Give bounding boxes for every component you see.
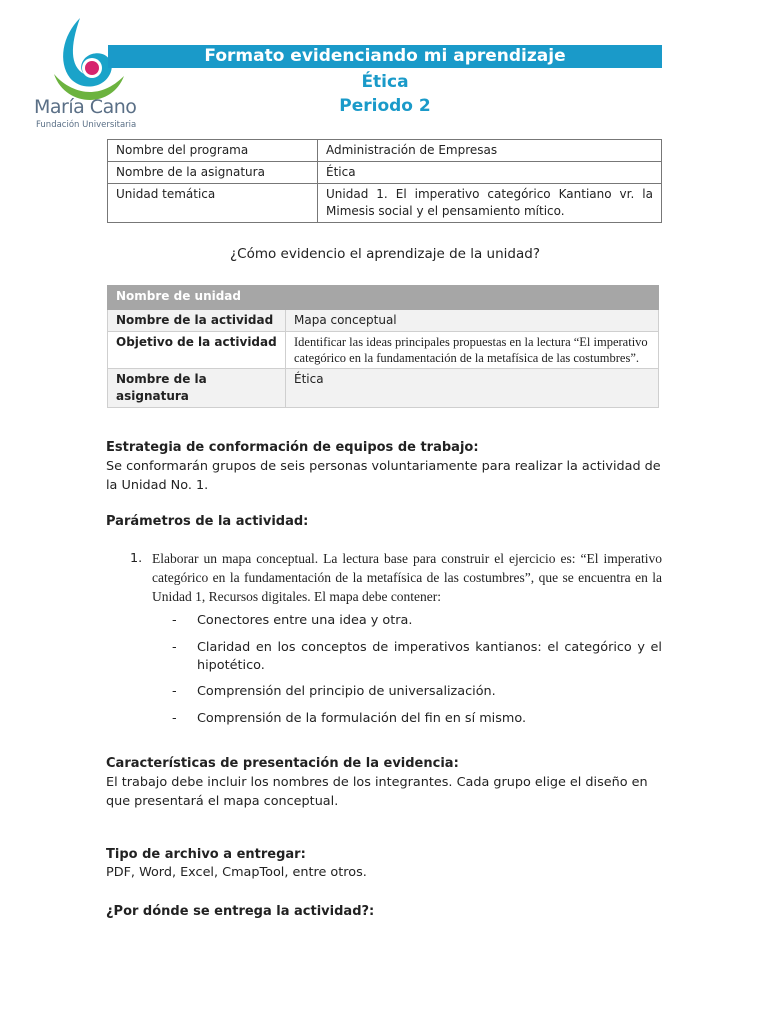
bullet-text: Comprensión del principio de universalización.	[197, 684, 496, 699]
table-row	[108, 162, 662, 184]
period-subtitle: Periodo 2	[339, 96, 431, 116]
strategy-heading: Estrategia de conformación de equipos de trabajo:	[106, 440, 479, 455]
activity-table	[107, 285, 659, 408]
section-question: ¿Cómo evidencio el aprendizaje de la unidad?	[229, 246, 540, 262]
presentation-text: El trabajo debe incluir los nombres de los integrantes. Cada grupo elige el diseño en que presentará el mapa conceptual.	[106, 775, 648, 809]
table-value: Mapa conceptual	[286, 310, 659, 332]
list-item	[172, 612, 662, 630]
bullet-marker: -	[172, 711, 177, 726]
bullet-text: Claridad en los conceptos de imperativos kantianos: el categórico y el hipotético.	[197, 640, 662, 673]
table-header-row	[108, 286, 659, 310]
program-info-table	[107, 139, 662, 223]
table-row	[108, 140, 662, 162]
table-value: Identificar las ideas principales propuestas en la lectura “El imperativo categórico en la fundamentación de la metafísica de las costumbres”.	[286, 332, 659, 369]
table-label: Nombre de la asignatura	[108, 369, 286, 408]
item-number: 1.	[130, 551, 143, 566]
table-header: Nombre de unidad	[108, 286, 659, 310]
table-value: Unidad 1. El imperativo categórico Kantiano vr. la Mimesis social y el pensamiento mítico.	[318, 184, 662, 223]
table-label: Objetivo de la actividad	[108, 332, 286, 369]
table-value: Ética	[318, 162, 662, 184]
file-type-heading: Tipo de archivo a entregar:	[106, 847, 306, 862]
numbered-item	[130, 549, 662, 606]
list-item	[172, 683, 662, 701]
bullet-marker: -	[172, 684, 177, 699]
table-row	[108, 184, 662, 223]
table-row	[108, 332, 659, 369]
presentation-heading: Características de presentación de la evidencia:	[106, 756, 459, 771]
logo-name: María Cano	[34, 96, 137, 118]
table-value: Administración de Empresas	[318, 140, 662, 162]
list-item	[172, 710, 662, 728]
delivery-heading: ¿Por dónde se entrega la actividad?:	[106, 904, 375, 919]
table-row	[108, 369, 659, 408]
logo-subname: Fundación Universitaria	[36, 120, 137, 130]
list-item	[172, 639, 662, 675]
table-row	[108, 310, 659, 332]
item-text: Elaborar un mapa conceptual. La lectura base para construir el ejercicio es: “El imperativo categórico en la fundamentación de la metafísica de las costumbres”, que se encuentra en la Unidad 1, Recursos digitales. El mapa debe contener:	[152, 551, 662, 604]
table-value: Ética	[286, 369, 659, 408]
table-label: Nombre de la asignatura	[108, 162, 318, 184]
strategy-text: Se conformarán grupos de seis personas voluntariamente para realizar la actividad de la Unidad No. 1.	[106, 459, 661, 493]
bullet-text: Comprensión de la formulación del fin en sí mismo.	[197, 711, 527, 726]
document-title: Formato evidenciando mi aprendizaje	[108, 45, 662, 68]
parameters-heading: Parámetros de la actividad:	[106, 514, 309, 529]
bullet-marker: -	[172, 640, 177, 655]
file-type-text: PDF, Word, Excel, CmapTool, entre otros.	[106, 865, 367, 880]
table-label: Nombre de la actividad	[108, 310, 286, 332]
subject-subtitle: Ética	[361, 72, 409, 92]
bullet-marker: -	[172, 613, 177, 628]
table-label: Unidad temática	[108, 184, 318, 223]
table-label: Nombre del programa	[108, 140, 318, 162]
bullet-text: Conectores entre una idea y otra.	[197, 613, 413, 628]
